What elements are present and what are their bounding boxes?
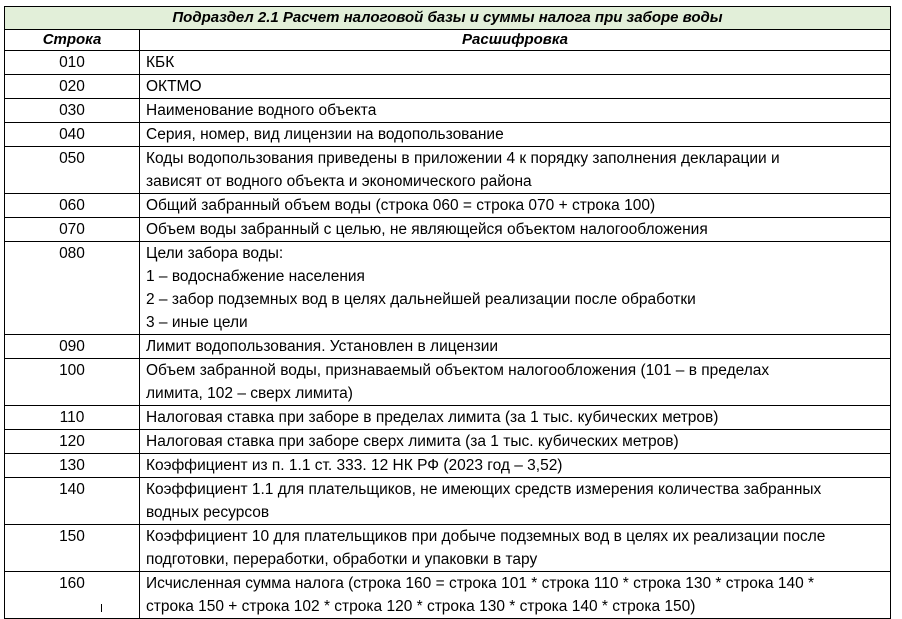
row-code-cell <box>5 572 140 619</box>
row-code: 130 <box>59 457 85 474</box>
table-row <box>5 406 891 430</box>
row-code-cell <box>5 478 140 525</box>
row-description-line: лимита, 102 – сверх лимита) <box>146 385 353 402</box>
table-row <box>5 51 891 75</box>
row-description-line: Лимит водопользования. Установлен в лицензии <box>146 338 499 355</box>
row-code: 040 <box>59 126 85 143</box>
row-description-line: Коды водопользования приведены в приложении 4 к порядку заполнения декларации и <box>146 150 780 167</box>
row-description-line: Исчисленная сумма налога (строка 160 = строка 101 * строка 110 * строка 130 * строка 140 * <box>146 575 815 592</box>
row-description-line: Налоговая ставка при заборе в пределах лимита (за 1 тыс. кубических метров) <box>146 409 719 426</box>
row-code-cell <box>5 51 140 75</box>
row-code: 120 <box>59 433 85 450</box>
row-description-cell <box>140 99 891 123</box>
row-description-line: Серия, номер, вид лицензии на водопользование <box>146 126 504 143</box>
table-row <box>5 525 891 572</box>
table-row <box>5 335 891 359</box>
row-description-line: Наименование водного объекта <box>146 102 377 119</box>
row-description-line: Налоговая ставка при заборе сверх лимита (за 1 тыс. кубических метров) <box>146 433 679 450</box>
row-code-cell <box>5 242 140 335</box>
row-description-line: КБК <box>146 54 175 71</box>
header-description: Расшифровка <box>140 30 891 51</box>
row-description-line: ОКТМО <box>146 78 202 95</box>
row-code-cell <box>5 194 140 218</box>
row-code: 160 <box>59 575 85 592</box>
row-description-cell <box>140 147 891 194</box>
row-description-line: зависят от водного объекта и экономического района <box>146 173 532 190</box>
row-description-line: Цели забора воды: <box>146 245 284 262</box>
table-continuation-mark <box>101 604 102 612</box>
row-description-line: Коэффициент 10 для плательщиков при добыче подземных вод в целях их реализации после <box>146 528 826 545</box>
row-description-cell <box>140 525 891 572</box>
row-description-cell <box>140 75 891 99</box>
table-row <box>5 194 891 218</box>
row-description-line: 3 – иные цели <box>146 314 248 331</box>
table-title: Подраздел 2.1 Расчет налоговой базы и суммы налога при заборе воды <box>5 7 891 30</box>
row-description-cell <box>140 242 891 335</box>
row-description-line: Объем забранной воды, признаваемый объектом налогообложения (101 – в пределах <box>146 362 770 379</box>
row-code: 140 <box>59 481 85 498</box>
row-code-cell <box>5 430 140 454</box>
row-description-cell <box>140 430 891 454</box>
row-code-cell <box>5 147 140 194</box>
tax-calculation-table <box>4 6 891 619</box>
row-description-cell <box>140 335 891 359</box>
row-code-cell <box>5 359 140 406</box>
row-code-cell <box>5 99 140 123</box>
row-description-line: 2 – забор подземных вод в целях дальнейшей реализации после обработки <box>146 291 696 308</box>
row-description-line: Коэффициент из п. 1.1 ст. 333. 12 НК РФ (2023 год – 3,52) <box>146 457 563 474</box>
row-code: 050 <box>59 150 85 167</box>
row-code: 150 <box>59 528 85 545</box>
row-code-cell <box>5 218 140 242</box>
row-code: 060 <box>59 197 85 214</box>
table-row <box>5 75 891 99</box>
row-code: 090 <box>59 338 85 355</box>
row-code-cell <box>5 406 140 430</box>
row-description-line: 1 – водоснабжение населения <box>146 268 365 285</box>
table-row <box>5 572 891 619</box>
row-description-cell <box>140 359 891 406</box>
row-code-cell <box>5 525 140 572</box>
row-description-cell <box>140 194 891 218</box>
row-code-cell <box>5 123 140 147</box>
table-row <box>5 478 891 525</box>
table-row <box>5 359 891 406</box>
table-row <box>5 218 891 242</box>
row-description-cell <box>140 572 891 619</box>
row-description-line: подготовки, переработки, обработки и упаковки в тару <box>146 551 538 568</box>
table-title-row <box>5 7 891 30</box>
header-code: Строка <box>5 30 140 51</box>
table-row <box>5 430 891 454</box>
table-header-row <box>5 30 891 51</box>
table-row <box>5 147 891 194</box>
row-description-cell <box>140 218 891 242</box>
table-row <box>5 454 891 478</box>
row-code: 100 <box>59 362 85 379</box>
table-row <box>5 123 891 147</box>
row-code: 080 <box>59 245 85 262</box>
row-code-cell <box>5 335 140 359</box>
row-description-line: Объем воды забранный с целью, не являющейся объектом налогообложения <box>146 221 708 238</box>
table-row <box>5 99 891 123</box>
row-code-cell <box>5 75 140 99</box>
row-code: 030 <box>59 102 85 119</box>
row-description-cell <box>140 123 891 147</box>
row-description-cell <box>140 406 891 430</box>
row-description-cell <box>140 454 891 478</box>
row-code: 070 <box>59 221 85 238</box>
row-description-cell <box>140 51 891 75</box>
row-code: 110 <box>59 409 85 426</box>
row-code: 010 <box>59 54 85 71</box>
row-description-line: Общий забранный объем воды (строка 060 = строка 070 + строка 100) <box>146 197 656 214</box>
table-row <box>5 242 891 335</box>
row-code-cell <box>5 454 140 478</box>
row-description-line: строка 150 + строка 102 * строка 120 * строка 130 * строка 140 * строка 150) <box>146 598 696 615</box>
table-body <box>5 51 891 619</box>
row-description-line: водных ресурсов <box>146 504 270 521</box>
row-code: 020 <box>59 78 85 95</box>
row-description-cell <box>140 478 891 525</box>
row-description-line: Коэффициент 1.1 для плательщиков, не имеющих средств измерения количества забранных <box>146 481 822 498</box>
